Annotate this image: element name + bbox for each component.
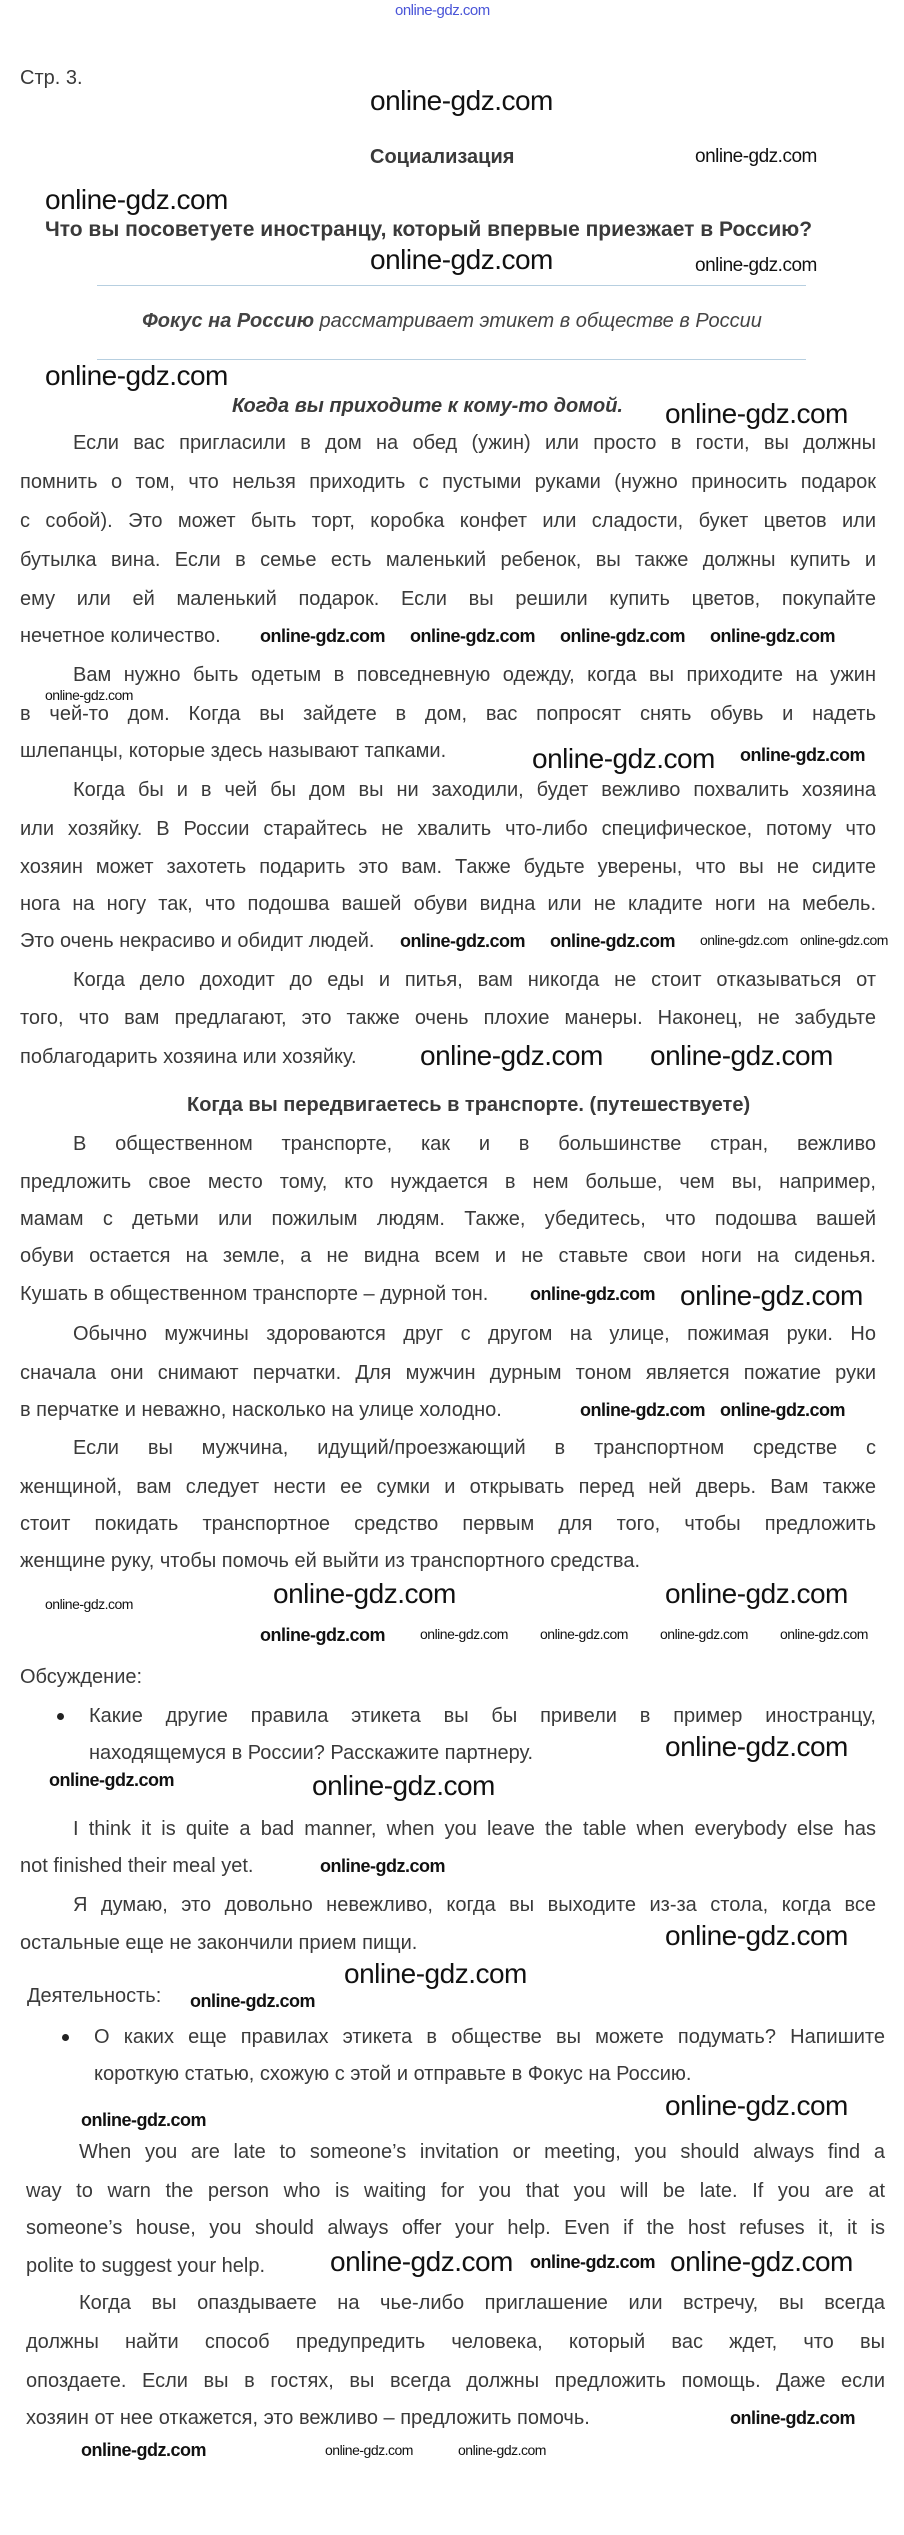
- watermark: online-gdz.com: [560, 626, 685, 646]
- text-line: бутылка вина. Если в семье есть маленький ребенок, вы также должны купить и: [20, 549, 876, 571]
- text-line: женщине руку, чтобы помочь ей выйти из транспортного средства.: [20, 1550, 641, 1572]
- watermark: online-gdz.com: [420, 1040, 603, 1071]
- text-line: When you are late to someone’s invitation or meeting, you should always find a: [79, 2141, 885, 2163]
- watermark: online-gdz.com: [260, 626, 385, 646]
- watermark: online-gdz.com: [325, 2442, 413, 2458]
- page-label: Стр. 3.: [20, 67, 83, 89]
- focus-line: [107, 309, 797, 333]
- text-line: стоит покидать транспортное средство первым для того, чтобы предложить: [20, 1513, 876, 1535]
- text-line: в чей-то дом. Когда вы зайдете в дом, вас попросят снять обувь и надеть: [20, 703, 876, 725]
- text-line: с собой). Это может быть торт, коробка конфет или сладости, букет цветов или: [20, 510, 876, 532]
- watermark: online-gdz.com: [665, 2090, 848, 2121]
- watermark: online-gdz.com: [710, 626, 835, 646]
- heading-transport: Когда вы передвигаетесь в транспорте. (путешествуете): [187, 1094, 751, 1116]
- text-line: сначала они снимают перчатки. Для мужчин дурным тоном является пожатие руки: [20, 1362, 876, 1384]
- text-line: В общественном транспорте, как и в большинстве стран, вежливо: [73, 1133, 876, 1155]
- watermark: online-gdz.com: [312, 1770, 495, 1801]
- watermark: online-gdz.com: [580, 1400, 705, 1420]
- text-line: того, что вам предлагают, это также очень плохие манеры. Наконец, не забудьте: [20, 1007, 876, 1029]
- watermark: online-gdz.com: [540, 1626, 628, 1642]
- text-line: обуви остается на земле, а не видна всем и не ставьте свои ноги на сиденья.: [20, 1245, 876, 1267]
- activity-task-line: О каких еще правилах этикета в обществе вы можете подумать? Напишите: [94, 2026, 885, 2048]
- text-line: в перчатке и неважно, насколько на улице холодно.: [20, 1399, 502, 1421]
- watermark: online-gdz.com: [273, 1578, 456, 1609]
- watermark: online-gdz.com: [740, 745, 865, 765]
- watermark: online-gdz.com: [700, 932, 788, 948]
- text-line: нога на ногу так, что подошва вашей обуви видна или не кладите ноги на мебель.: [20, 893, 876, 915]
- watermark: online-gdz.com: [665, 1578, 848, 1609]
- text-line: Когда дело доходит до еды и питья, вам никогда не стоит отказываться от: [73, 969, 876, 991]
- text-line: нечетное количество.: [20, 625, 221, 647]
- text-line: someone’s house, you should always offer your help. Even if the host refuses it, it is: [26, 2217, 885, 2239]
- discussion-label: Обсуждение:: [20, 1666, 143, 1688]
- text-line: Это очень некрасиво и обидит людей.: [20, 930, 375, 952]
- watermark: online-gdz.com: [800, 932, 888, 948]
- focus-title: Фокус на Россию: [142, 310, 314, 332]
- text-line: ему или ей маленький подарок. Если вы решили купить цветов, покупайте: [20, 588, 876, 610]
- text-line: хозяин может захотеть подарить это вам. Также будьте уверены, что вы не сидите: [20, 856, 876, 878]
- watermark: online-gdz.com: [45, 1596, 133, 1612]
- watermark: online-gdz.com: [532, 743, 715, 774]
- watermark: online-gdz.com: [530, 2252, 655, 2272]
- text-line: предложить свое место тому, кто нуждается в нем больше, чем вы, например,: [20, 1171, 876, 1193]
- watermark: online-gdz.com: [660, 1626, 748, 1642]
- text-line: Когда бы и в чей бы дом вы ни заходили, будет вежливо похвалить хозяина: [73, 779, 876, 801]
- text-line: женщиной, вам следует нести ее сумки и открывать перед ней дверь. Вам также: [20, 1476, 876, 1498]
- text-line: Когда вы опаздываете на чье-либо приглашение или встречу, вы всегда: [79, 2292, 885, 2314]
- watermark: online-gdz.com: [650, 1040, 833, 1071]
- watermark: online-gdz.com: [344, 1958, 527, 1989]
- watermark: online-gdz.com: [400, 931, 525, 951]
- text-line: way to warn the person who is waiting for you that you will be late. If you are at: [26, 2180, 885, 2202]
- watermark: online-gdz.com: [665, 1731, 848, 1762]
- watermark: online-gdz.com: [720, 1400, 845, 1420]
- watermark: online-gdz.com: [458, 2442, 546, 2458]
- text-line: или хозяйку. В России старайтесь не хвалить что-либо специфическое, потому что: [20, 818, 876, 840]
- bullet-icon: [62, 2034, 69, 2041]
- watermark: online-gdz.com: [550, 931, 675, 951]
- watermark: online-gdz.com: [370, 244, 553, 275]
- watermark: online-gdz.com: [45, 184, 228, 215]
- question: Что вы посоветуете иностранцу, который впервые приезжает в Россию?: [45, 218, 813, 241]
- discussion-task-line: Какие другие правила этикета вы бы привели в пример иностранцу,: [89, 1705, 876, 1727]
- watermark: online-gdz.com: [420, 1626, 508, 1642]
- text-line: мамам с детьми или пожилым людям. Также, убедитесь, что подошва вашей: [20, 1208, 876, 1230]
- discussion-task-line: находящемуся в России? Расскажите партнеру.: [89, 1742, 534, 1764]
- watermark: online-gdz.com: [680, 1280, 863, 1311]
- watermark: online-gdz.com: [670, 2246, 853, 2277]
- text-line: not finished their meal yet.: [20, 1855, 254, 1877]
- text-line: I think it is quite a bad manner, when you leave the table when everybody else has: [73, 1818, 876, 1840]
- watermark: online-gdz.com: [695, 146, 817, 167]
- watermark: online-gdz.com: [665, 398, 848, 429]
- watermark: online-gdz.com: [530, 1284, 655, 1304]
- text-line: polite to suggest your help.: [26, 2255, 266, 2277]
- text-line: опоздаете. Если вы в гостях, вы всегда должны предложить помощь. Даже если: [26, 2370, 885, 2392]
- text-line: шлепанцы, которые здесь называют тапками.: [20, 740, 447, 762]
- text-line: хозяин от нее откажется, это вежливо – предложить помочь.: [26, 2407, 590, 2429]
- activity-label: Деятельность:: [27, 1985, 162, 2007]
- activity-task-line: короткую статью, схожую с этой и отправьте в Фокус на Россию.: [94, 2063, 692, 2085]
- watermark: online-gdz.com: [190, 1991, 315, 2011]
- text-line: должны найти способ предупредить человека, который вас ждет, что вы: [26, 2331, 885, 2353]
- bullet-icon: [57, 1713, 64, 1720]
- text-line: Если вас пригласили в дом на обед (ужин) или просто в гости, вы должны: [73, 432, 876, 454]
- watermark: online-gdz.com: [730, 2408, 855, 2428]
- watermark: online-gdz.com: [370, 85, 553, 116]
- watermark: online-gdz.com: [780, 1626, 868, 1642]
- section-title: Социализация: [370, 146, 515, 168]
- focus-text: рассматривает этикет в обществе в России: [313, 310, 762, 332]
- watermark: online-gdz.com: [410, 626, 535, 646]
- watermark: online-gdz.com: [45, 687, 133, 703]
- watermark: online-gdz.com: [260, 1625, 385, 1645]
- watermark: online-gdz.com: [49, 1770, 174, 1790]
- text-line: Обычно мужчины здороваются друг с другом на улице, пожимая руки. Но: [73, 1323, 876, 1345]
- heading-home: Когда вы приходите к кому-то домой.: [232, 395, 623, 417]
- watermark: online-gdz.com: [45, 360, 228, 391]
- watermark: online-gdz.com: [695, 255, 817, 276]
- text-line: Если вы мужчина, идущий/проезжающий в транспортном средстве с: [73, 1437, 876, 1459]
- watermark: online-gdz.com: [81, 2110, 206, 2130]
- text-line: остальные еще не закончили прием пищи.: [20, 1932, 418, 1954]
- watermark: online-gdz.com: [330, 2246, 513, 2277]
- text-line: помнить о том, что нельзя приходить с пустыми руками (нужно приносить подарок: [20, 471, 876, 493]
- divider: [97, 285, 806, 286]
- watermark-top[interactable]: online-gdz.com: [395, 2, 490, 19]
- watermark: online-gdz.com: [81, 2440, 206, 2460]
- text-line: Кушать в общественном транспорте – дурной тон.: [20, 1283, 489, 1305]
- text-line: Вам нужно быть одетым в повседневную одежду, когда вы приходите на ужин: [73, 664, 876, 686]
- watermark: online-gdz.com: [320, 1856, 445, 1876]
- text-line: Я думаю, это довольно невежливо, когда вы выходите из-за стола, когда все: [73, 1894, 876, 1916]
- watermark: online-gdz.com: [665, 1920, 848, 1951]
- text-line: поблагодарить хозяина или хозяйку.: [20, 1046, 357, 1068]
